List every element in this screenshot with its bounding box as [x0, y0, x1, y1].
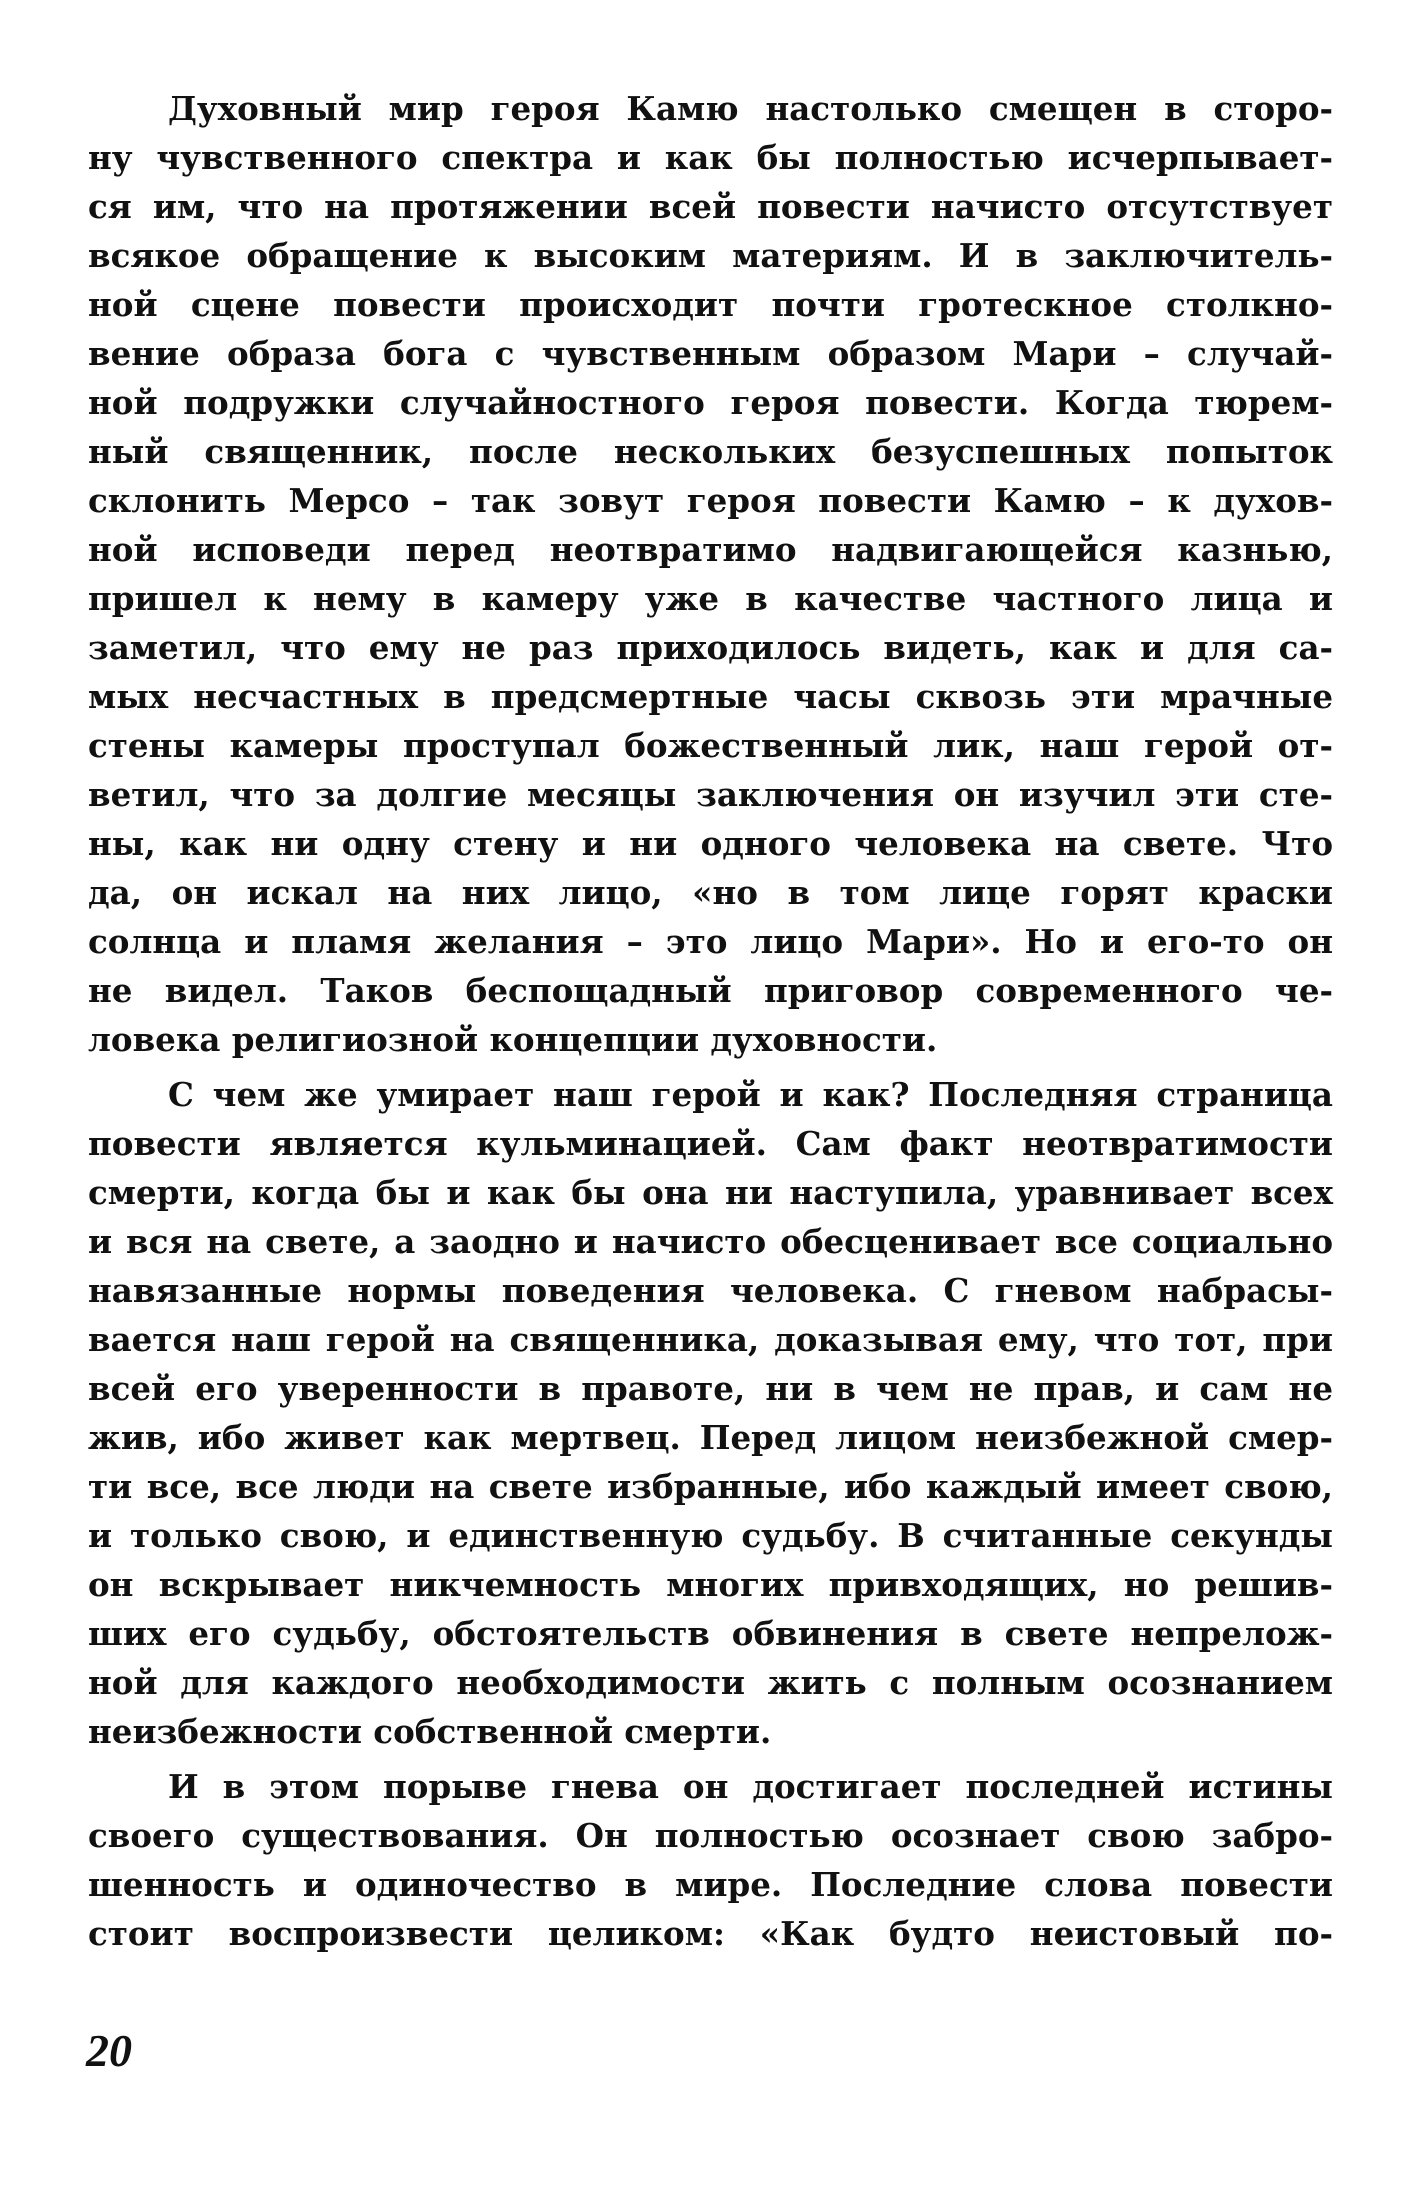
text-line: ной подружки случайностного героя повести. Когда тюрем-: [88, 383, 1333, 422]
text-line: ветил, что за долгие месяцы заключения он изучил эти сте-: [88, 775, 1333, 814]
text-line: жив, ибо живет как мертвец. Перед лицом неизбежной смер-: [88, 1418, 1333, 1457]
paragraph-1: [88, 84, 1333, 1064]
text-line: ной исповеди перед неотвратимо надвигающейся казнью,: [88, 530, 1333, 569]
text-line: склонить Мерсо – так зовут героя повести Камю – к духов-: [88, 481, 1333, 520]
text-line: ный священник, после нескольких безуспешных попыток: [88, 432, 1333, 471]
text-line: и вся на свете, а заодно и начисто обесценивает все социально: [88, 1222, 1333, 1261]
text-line: ной сцене повести происходит почти гротескное столкно-: [88, 285, 1333, 324]
text-line: ны, как ни одну стену и ни одного человека на свете. Что: [88, 824, 1333, 863]
text-line: всей его уверенности в правоте, ни в чем не прав, и сам не: [88, 1369, 1333, 1408]
text-line: да, он искал на них лицо, «но в том лице горят краски: [88, 873, 1333, 912]
text-line: заметил, что ему не раз приходилось видеть, как и для са-: [88, 628, 1333, 667]
text-line: и только свою, и единственную судьбу. В считанные секунды: [88, 1516, 1333, 1555]
text-line: Духовный мир героя Камю настолько смещен в сторо-: [168, 89, 1333, 128]
text-line: ших его судьбу, обстоятельств обвинения в свете непрелож-: [88, 1614, 1333, 1653]
text-line: навязанные нормы поведения человека. С гневом набрасы-: [88, 1271, 1333, 1310]
text-line: неизбежности собственной смерти.: [88, 1712, 772, 1751]
text-line: не видел. Таков беспощадный приговор современного че-: [88, 971, 1333, 1010]
text-line: пришел к нему в камеру уже в качестве частного лица и: [88, 579, 1333, 618]
text-line: И в этом порыве гнева он достигает последней истины: [168, 1767, 1333, 1806]
paragraph-3: [88, 1762, 1333, 1958]
text-line: ной для каждого необходимости жить с полным осознанием: [88, 1663, 1333, 1702]
text-line: ти все, все люди на свете избранные, ибо каждый имеет свою,: [88, 1467, 1333, 1506]
body-text: [88, 84, 1333, 1958]
text-line: вается наш герой на священника, доказывая ему, что тот, при: [88, 1320, 1333, 1359]
text-line: своего существования. Он полностью осознает свою забро-: [88, 1816, 1333, 1855]
text-line: ловека религиозной концепции духовности.: [88, 1020, 938, 1059]
text-line: он вскрывает никчемность многих привходящих, но решив-: [88, 1565, 1333, 1604]
text-line: смерти, когда бы и как бы она ни наступила, уравнивает всех: [88, 1173, 1333, 1212]
text-line: повести является кульминацией. Сам факт неотвратимости: [88, 1124, 1333, 1163]
text-line: солнца и пламя желания – это лицо Мари». Но и его-то он: [88, 922, 1333, 961]
text-line: шенность и одиночество в мире. Последние слова повести: [88, 1865, 1333, 1904]
text-line: стоит воспроизвести целиком: «Как будто неистовый по-: [88, 1914, 1333, 1953]
text-line: стены камеры проступал божественный лик, наш герой от-: [88, 726, 1333, 765]
text-line: всякое обращение к высоким материям. И в заключитель-: [88, 236, 1333, 275]
text-line: С чем же умирает наш герой и как? Последняя страница: [168, 1075, 1333, 1114]
text-line: ся им, что на протяжении всей повести начисто отсутствует: [88, 187, 1333, 226]
text-line: мых несчастных в предсмертные часы сквозь эти мрачные: [88, 677, 1333, 716]
paragraph-2: [88, 1070, 1333, 1756]
page-number: 20: [86, 2025, 132, 2076]
text-line: ну чувственного спектра и как бы полностью исчерпывает-: [88, 138, 1333, 177]
text-line: вение образа бога с чувственным образом Мари – случай-: [88, 334, 1333, 373]
